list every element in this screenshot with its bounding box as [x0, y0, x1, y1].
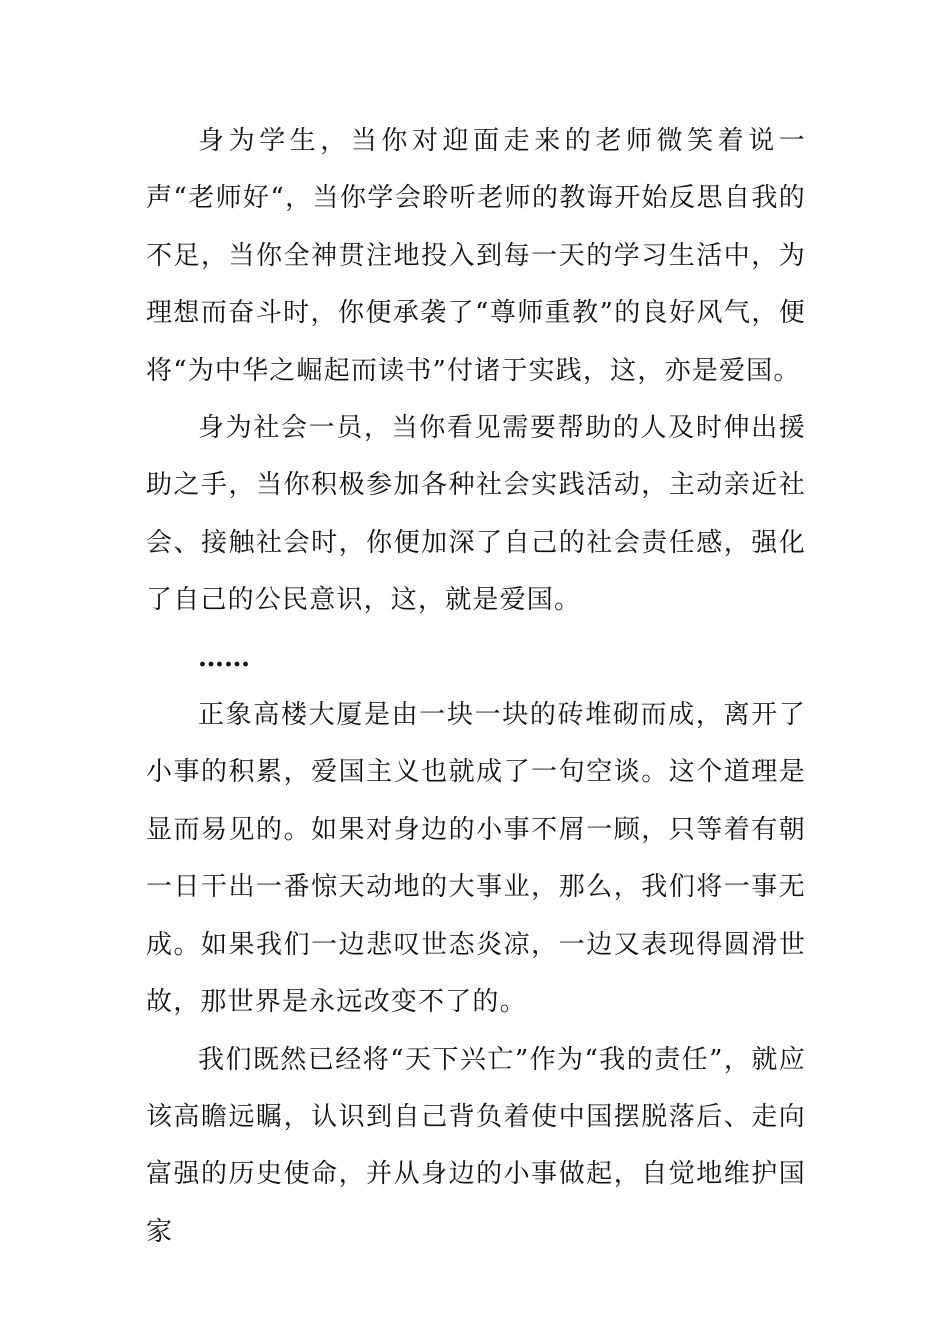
paragraph-responsibility: 我们既然已经将“天下兴亡”作为“我的责任”，就应该高瞻远瞩，认识到自己背负着使中国摆脱落后、走向富强的历史使命，并从身边的小事做起，自觉地维护国家 — [146, 1044, 806, 1247]
paragraph-small-things: 正象高楼大厦是由一块一块的砖堆砌而成，离开了小事的积累，爱国主义也就成了一句空谈。这个道理是显而易见的。如果对身边的小事不屑一顾，只等着有朝一日干出一番惊天动地的大事业，那么，我们将一事无成。如果我们一边悲叹世态炎凉，一边又表现得圆滑世故，那世界是永远改变不了的。 — [146, 700, 806, 1018]
ellipsis-separator: …… — [198, 642, 250, 673]
paragraph-student: 身为学生，当你对迎面走来的老师微笑着说一声“老师好“，当你学会聆听老师的教诲开始反思自我的不足，当你全神贯注地投入到每一天的学习生活中，为理想而奋斗时，你便承袭了“尊师重教”的良好风气，便将“为中华之崛起而读书”付诸于实践，这，亦是爱国。 — [146, 126, 806, 386]
document-body — [146, 113, 806, 1261]
paragraph-society-member: 身为社会一员，当你看见需要帮助的人及时伸出援助之手，当你积极参加各种社会实践活动，主动亲近社会、接触社会时，你便加深了自己的社会责任感，强化了自己的公民意识，这，就是爱国。 — [146, 413, 806, 616]
